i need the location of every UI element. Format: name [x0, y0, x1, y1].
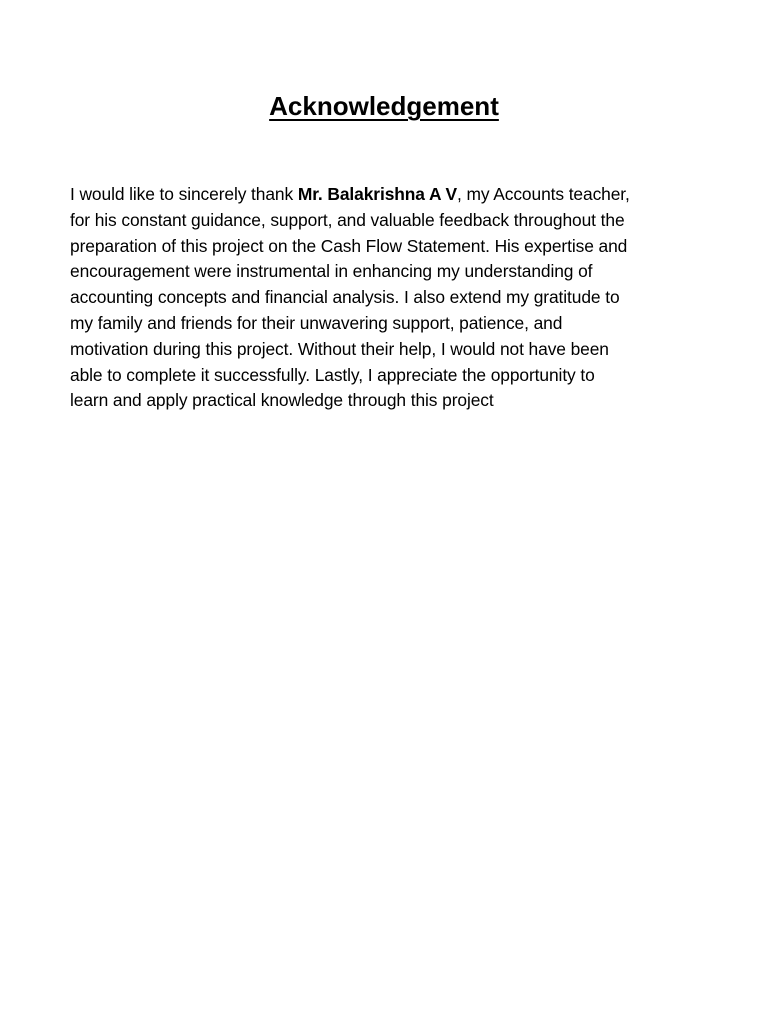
acknowledgement-paragraph — [70, 182, 706, 414]
page-title: Acknowledgement — [269, 91, 499, 121]
paragraph-line-4: encouragement were instrumental in enhancing my understanding of — [70, 261, 593, 282]
paragraph-line-2: for his constant guidance, support, and valuable feedback throughout the — [70, 209, 625, 230]
paragraph-line-6: my family and friends for their unwavering support, patience, and — [70, 312, 563, 333]
line-1-text-before: I would like to sincerely thank — [70, 184, 298, 204]
paragraph-line-1 — [70, 182, 706, 208]
paragraph-line-7: motivation during this project. Without their help, I would not have been — [70, 338, 609, 359]
line-1-text-after: , my Accounts teacher, — [457, 184, 630, 204]
paragraph-line-8: able to complete it successfully. Lastly, I appreciate the opportunity to — [70, 364, 595, 385]
teacher-name: Mr. Balakrishna A V — [297, 184, 458, 204]
paragraph-line-9: learn and apply practical knowledge through this project — [70, 390, 494, 411]
paragraph-line-3: preparation of this project on the Cash Flow Statement. His expertise and — [70, 235, 628, 256]
paragraph-line-5: accounting concepts and financial analysis. I also extend my gratitude to — [70, 287, 620, 308]
